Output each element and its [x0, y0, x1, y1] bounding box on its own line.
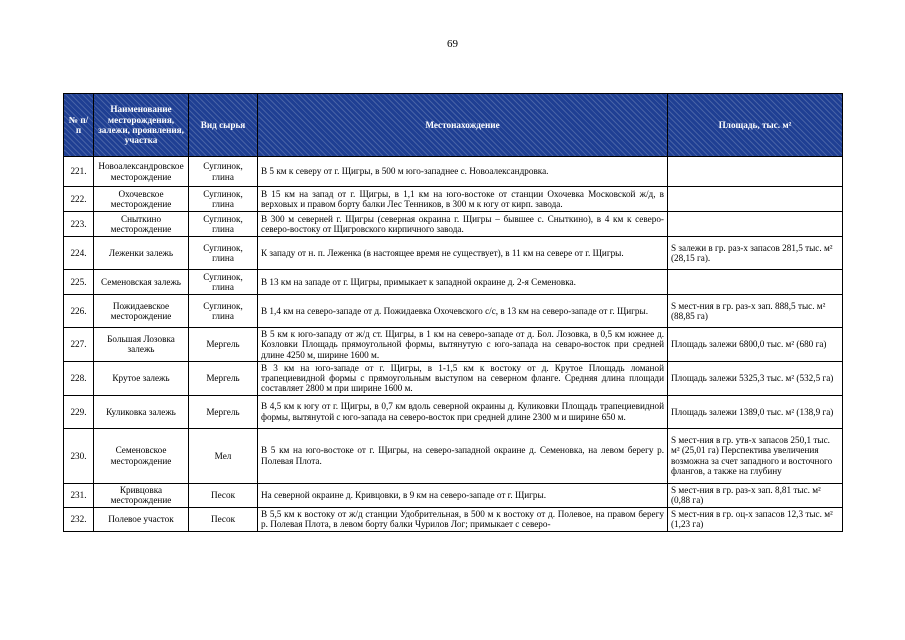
location-text: В 5 км на юго-востоке от г. Щигры, на северо-западной окраине д. Семеновка, на левом берегу р. Полевая Плота.: [258, 428, 668, 483]
area-text: S мест-ния в гр. утв-х запасов 250,1 тыс. м² (25,01 га) Перспектива увеличения возможна за счет западного и восточного флангов, а также на глубину: [668, 428, 843, 483]
location-text: К западу от н. п. Леженка (в настоящее время не существует), в 11 км на севере от г. Щигры.: [258, 237, 668, 270]
raw-material-type: Мел: [189, 428, 258, 483]
raw-material-type: Суглинок, глина: [189, 237, 258, 270]
area-text: Площадь залежи 5325,3 тыс. м² (532,5 га): [668, 361, 843, 395]
location-text: На северной окраине д. Кривцовки, в 9 км на северо-западе от г. Щигры.: [258, 483, 668, 507]
location-text: В 300 м северней г. Щигры (северная окраина г. Щигры – бывшее с. Сныткино), в 4 км к северо-северо-востоку от Щигровского кирпичного завода.: [258, 212, 668, 237]
area-text: [668, 157, 843, 187]
row-number: 229.: [64, 395, 94, 428]
deposit-name: Семеновское месторождение: [94, 428, 189, 483]
deposit-name: Кривцовка месторождение: [94, 483, 189, 507]
deposit-name: Большая Лозовка залежь: [94, 328, 189, 362]
raw-material-type: Суглинок, глина: [189, 295, 258, 328]
deposit-name: Пожидаевское месторождение: [94, 295, 189, 328]
raw-material-type: Суглинок, глина: [189, 270, 258, 295]
page-number: 69: [447, 38, 458, 50]
raw-material-type: Суглинок, глина: [189, 157, 258, 187]
area-text: S мест-ния в гр. оц-х запасов 12,3 тыс. м² (1,23 га): [668, 507, 843, 531]
row-number: 226.: [64, 295, 94, 328]
deposit-name: Крутое залежь: [94, 361, 189, 395]
raw-material-type: Мергель: [189, 361, 258, 395]
table-row: [64, 212, 843, 237]
table-header-row: [64, 94, 843, 157]
location-text: В 5 км к северу от г. Щигры, в 500 м юго-западнее с. Новоалександровка.: [258, 157, 668, 187]
raw-material-type: Мергель: [189, 328, 258, 362]
area-text: S залежи в гр. раз-х запасов 281,5 тыс. м² (28,15 га).: [668, 237, 843, 270]
area-text: Площадь залежи 1389,0 тыс. м² (138,9 га): [668, 395, 843, 428]
area-text: S мест-ния в гр. раз-х зап. 8,81 тыс. м² (0,88 га): [668, 483, 843, 507]
row-number: 228.: [64, 361, 94, 395]
area-text: S мест-ния в гр. раз-х зап. 888,5 тыс. м² (88,85 га): [668, 295, 843, 328]
row-number: 232.: [64, 507, 94, 531]
location-text: В 3 км на юго-западе от г. Щигры, в 1-1,5 км к востоку от д. Крутое Площадь ломаной трапециевидной формы с прямоугольным выступом на северном фланге. Средняя длина площади составляет 2800 м при ширине 1600 м.: [258, 361, 668, 395]
row-number: 223.: [64, 212, 94, 237]
table-row: [64, 428, 843, 483]
location-text: В 13 км на западе от г. Щигры, примыкает к западной окраине д. 2-я Семеновка.: [258, 270, 668, 295]
location-text: В 5,5 км к востоку от ж/д станции Удобрительная, в 500 м к востоку от д. Полевое, на правом берегу р. Полевая Плота, в левом борту балки Чурилов Лог; примыкает с северо-: [258, 507, 668, 531]
table-row: [64, 361, 843, 395]
deposit-name: Куликовка залежь: [94, 395, 189, 428]
table-row: [64, 157, 843, 187]
deposit-name: Семеновская залежь: [94, 270, 189, 295]
area-text: Площадь залежи 6800,0 тыс. м² (680 га): [668, 328, 843, 362]
table-row: [64, 395, 843, 428]
row-number: 231.: [64, 483, 94, 507]
table-row: [64, 237, 843, 270]
raw-material-type: Суглинок, глина: [189, 212, 258, 237]
row-number: 221.: [64, 157, 94, 187]
raw-material-type: Суглинок, глина: [189, 187, 258, 212]
location-text: В 1,4 км на северо-западе от д. Пожидаевка Охочевского с/с, в 13 км на северо-западе от г. Щигры.: [258, 295, 668, 328]
header-num: № п/п: [64, 94, 94, 157]
location-text: В 4,5 км к югу от г. Щигры, в 0,7 км вдоль северной окраины д. Куликовки Площадь трапециевидной формы, вытянутой с юго-запада на северо-восток при средней длине 2300 м и ширине 650 м.: [258, 395, 668, 428]
header-name: Наименование месторождения, залежи, проявления, участка: [94, 94, 189, 157]
deposit-name: Новоалександровское месторождение: [94, 157, 189, 187]
table-row: [64, 483, 843, 507]
deposit-name: Леженки залежь: [94, 237, 189, 270]
deposit-name: Сныткино месторождение: [94, 212, 189, 237]
area-text: [668, 187, 843, 212]
row-number: 230.: [64, 428, 94, 483]
row-number: 222.: [64, 187, 94, 212]
deposit-name: Охочевское месторождение: [94, 187, 189, 212]
table-row: [64, 270, 843, 295]
table-row: [64, 295, 843, 328]
table-row: [64, 328, 843, 362]
header-area: Площадь, тыс. м²: [668, 94, 843, 157]
row-number: 224.: [64, 237, 94, 270]
row-number: 227.: [64, 328, 94, 362]
row-number: 225.: [64, 270, 94, 295]
area-text: [668, 212, 843, 237]
header-type: Вид сырья: [189, 94, 258, 157]
location-text: В 15 км на запад от г. Щигры, в 1,1 км на юго-востоке от станции Охочевка Московской ж/д, в верховых и правом борту балки Лес Тенников, в 300 м к югу от кирп. завода.: [258, 187, 668, 212]
raw-material-type: Мергель: [189, 395, 258, 428]
raw-material-type: Песок: [189, 483, 258, 507]
header-location: Местонахождение: [258, 94, 668, 157]
area-text: [668, 270, 843, 295]
table-row: [64, 187, 843, 212]
table-row: [64, 507, 843, 531]
raw-material-type: Песок: [189, 507, 258, 531]
location-text: В 5 км к юго-западу от ж/д ст. Щигры, в 1 км на северо-западе от д. Бол. Лозовка, в 0,5 км южнее д. Козловки Площадь прямоугольной формы, вытянутую с юго-запада на севаро-восток при средней длине 4250 м, ширине 1600 м.: [258, 328, 668, 362]
deposits-table: [63, 93, 843, 532]
deposit-name: Полевое участок: [94, 507, 189, 531]
